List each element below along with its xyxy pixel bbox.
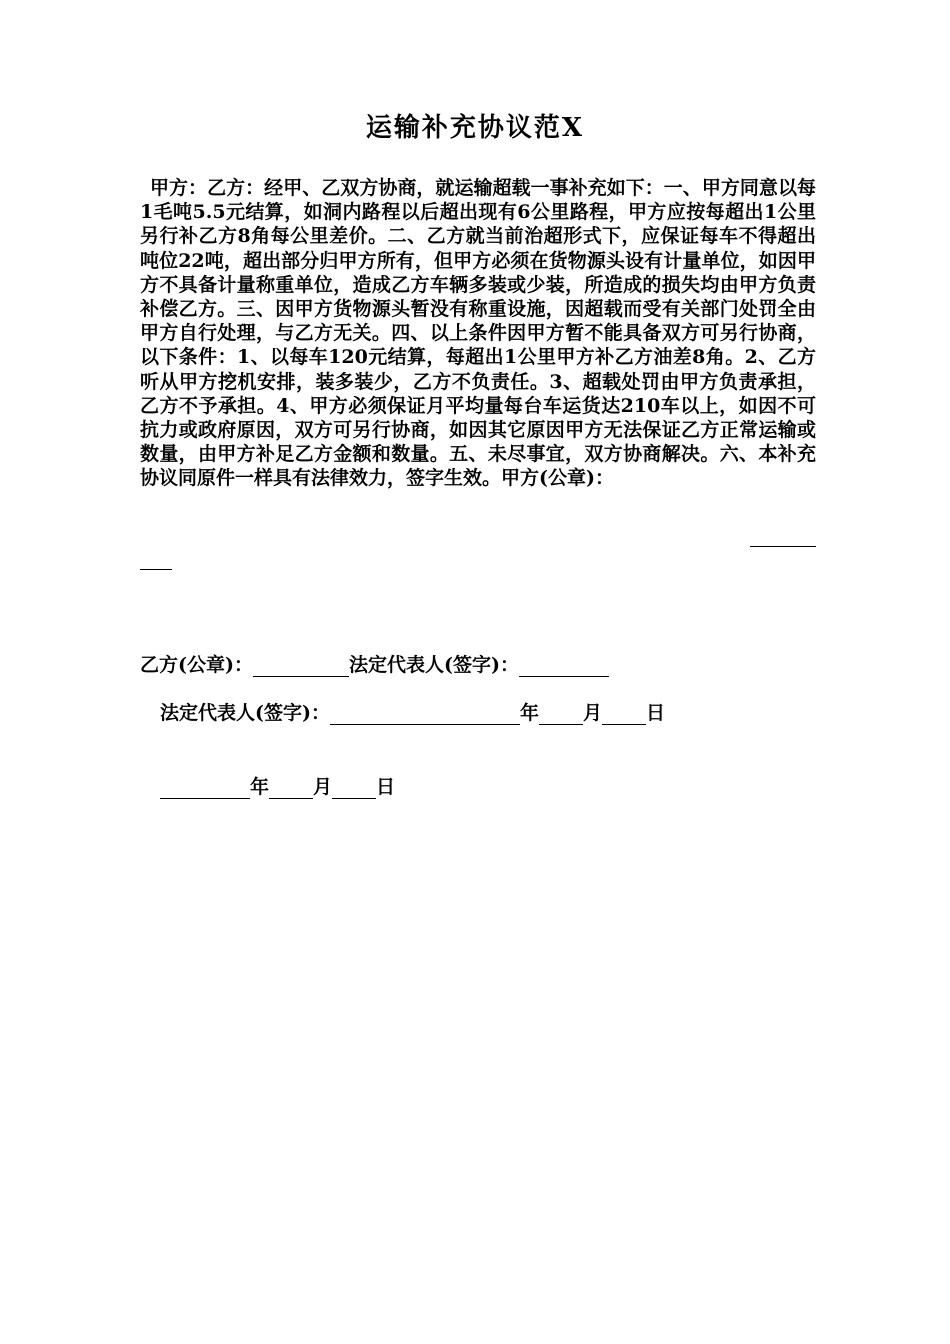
party-a-seal-blank bbox=[750, 526, 816, 547]
month-blank-2 bbox=[269, 778, 313, 799]
legal-rep-blank-2 bbox=[330, 704, 520, 725]
legal-rep-label-2: 法定代表人(签字)： bbox=[160, 702, 330, 724]
legal-rep-label-1: 法定代表人(签字)： bbox=[348, 654, 519, 676]
year-label-1: 年 bbox=[519, 702, 539, 724]
party-a-seal-blank-continued bbox=[140, 547, 172, 570]
year-blank-2 bbox=[160, 778, 250, 799]
month-label-1: 月 bbox=[583, 702, 603, 724]
month-blank-1 bbox=[539, 704, 583, 725]
day-label-1: 日 bbox=[646, 702, 666, 724]
party-b-seal-label: 乙方(公章)： bbox=[140, 654, 253, 676]
document-title: 运输补充协议范X bbox=[365, 113, 585, 143]
year-label-2: 年 bbox=[250, 776, 270, 798]
month-label-2: 月 bbox=[313, 776, 333, 798]
party-b-seal-blank bbox=[253, 656, 349, 677]
date-line bbox=[160, 772, 395, 799]
agreement-body: 甲方：乙方：经甲、乙双方协商，就运输超载一事补充如下：一、甲方同意以每1毛吨5.5元结算，如洞内路程以后超出现有6公里路程，甲方应按每超出1公里另行补乙方8角每公里差价。二、乙方就当前治超形式下，应保证每车不得超出吨位22吨，超出部分归甲方所有，但甲方必须在货物源头设有计量单位，如因甲方不具备计量称重单位，造成乙方车辆多装或少装，所造成的损失均由甲方负责补偿乙方。三、因甲方货物源头暂没有称重设施，因超载而受有关部门处罚全由甲方自行处理，与乙方无关。四、以上条件因甲方暂不能具备双方可另行协商，以下条件：1、以每车120元结算，每超出1公里甲方补乙方油差8角。2、乙方听从甲方挖机安排，装多装少，乙方不负责任。3、超载处罚由甲方负责承担，乙方不予承担。4、甲方必须保证月平均量每台车运货达210车以上，如因不可抗力或政府原因，双方可另行协商，如因其它原因甲方无法保证乙方正常运输或数量，由甲方补足乙方金额和数量。五、未尽事宜，双方协商解决。六、本补充协议同原件一样具有法律效力，签字生效。甲方(公章)： bbox=[140, 177, 816, 490]
legal-rep-blank-1 bbox=[519, 656, 609, 677]
day-blank-2 bbox=[332, 778, 376, 799]
legal-rep-date-line bbox=[160, 698, 665, 725]
day-label-2: 日 bbox=[376, 776, 396, 798]
day-blank-1 bbox=[602, 704, 646, 725]
party-b-signature-line bbox=[140, 650, 609, 677]
